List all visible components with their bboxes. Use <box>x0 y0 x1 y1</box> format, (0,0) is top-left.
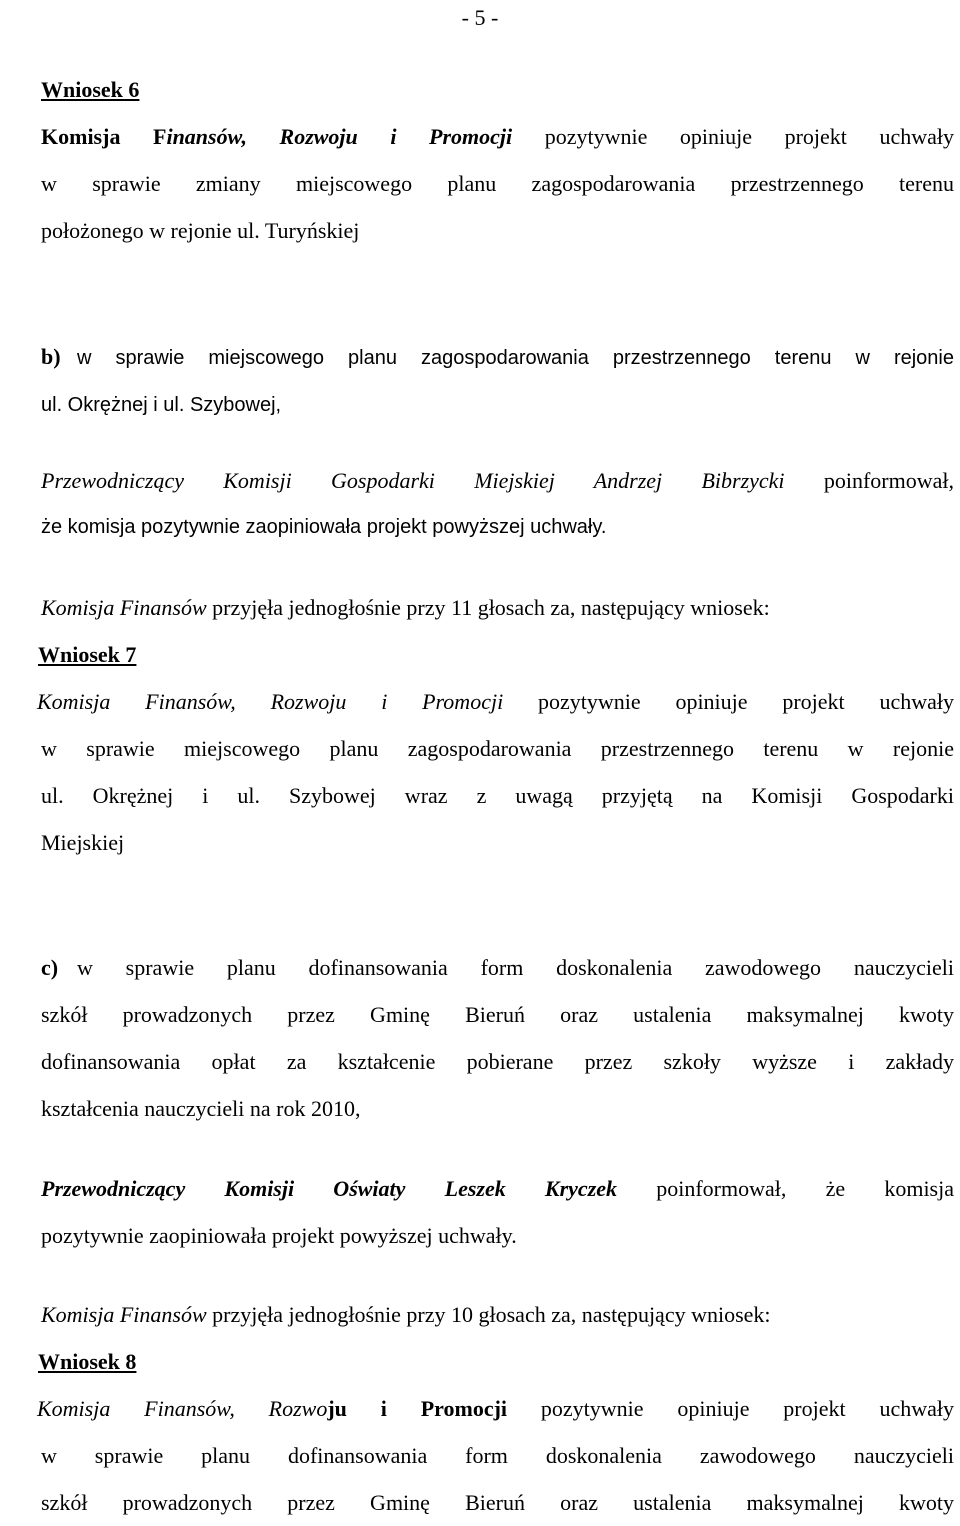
motion-7-line-4: Miejskiej <box>41 830 125 855</box>
motion-7-line-3: ul. Okrężnej i ul. Szybowej wraz z uwagą przyjętą na Komisji Gospodarki <box>41 783 954 808</box>
item-c-line-1 <box>41 944 954 991</box>
item-c-text-1: w sprawie planu dofinansowania form doskonalenia zawodowego nauczycieli <box>77 955 954 980</box>
chair-report-2-line-1 <box>41 1165 954 1212</box>
motion-6-commission-bold-italic: inansów, Rozwoju i Promocji <box>166 124 513 149</box>
chair-report-1-line-1 <box>41 457 954 504</box>
motion-8-block <box>37 1291 954 1526</box>
page-number: - 5 - <box>461 5 499 30</box>
item-c-label: c) <box>41 955 59 980</box>
chair-report-2 <box>41 1165 954 1259</box>
motion-6-block <box>41 66 954 254</box>
vote-10-line <box>41 1291 954 1338</box>
motion-8-line-1 <box>37 1385 954 1432</box>
motion-6-line-2: w sprawie zmiany miejscowego planu zagospodarowania przestrzennego terenu <box>41 171 954 196</box>
motion-8-line-1-rest: pozytywnie opiniuje projekt uchwały <box>507 1396 954 1421</box>
vote-10-commission: Komisja Finansów <box>41 1302 207 1327</box>
item-b-block <box>41 333 954 429</box>
chair-report-2-line-1-rest: poinformował, że komisja <box>617 1176 954 1201</box>
chair-report-1-line-1-rest: poinformował, <box>784 468 954 493</box>
item-b-text-1: w sprawie miejscowego planu zagospodarowania przestrzennego terenu w rejonie <box>77 347 954 369</box>
vote-11-commission: Komisja Finansów <box>41 595 207 620</box>
vote-10-text: przyjęła jednogłośnie przy 10 głosach za, następujący wniosek: <box>206 1302 771 1327</box>
chair-report-2-speaker: Przewodniczący Komisji Oświaty Leszek Kryczek <box>41 1176 618 1201</box>
vote-11-text: przyjęła jednogłośnie przy 11 głosach za, następujący wniosek: <box>206 595 770 620</box>
motion-7-commission: Komisja Finansów, Rozwoju i Promocji <box>37 689 504 714</box>
chair-report-1-line-2: że komisja pozytywnie zaopiniowała projekt powyższej uchwały. <box>41 516 607 538</box>
motion-8-heading: Wniosek 8 <box>38 1349 137 1374</box>
chair-report-2-line-2: pozytywnie zaopiniowała projekt powyższej uchwały. <box>41 1223 517 1248</box>
motion-7-line-1 <box>37 678 954 725</box>
item-c-line-4: kształcenia nauczycieli na rok 2010, <box>41 1096 361 1121</box>
motion-7-line-1-rest: pozytywnie opiniuje projekt uchwały <box>503 689 954 714</box>
motion-6-line-1 <box>41 113 954 160</box>
motion-6-commission-bold: Komisja F <box>41 124 167 149</box>
item-c-line-2: szkół prowadzonych przez Gminę Bieruń oraz ustalenia maksymalnej kwoty <box>41 1002 954 1027</box>
motion-7-heading: Wniosek 7 <box>38 642 137 667</box>
motion-8-commission-bold: ju i Promocji <box>327 1396 508 1421</box>
item-b-line-2: ul. Okrężnej i ul. Szybowej, <box>41 394 282 416</box>
motion-7-block <box>37 584 954 866</box>
motion-6-heading: Wniosek 6 <box>41 77 140 102</box>
item-c-line-3: dofinansowania opłat za kształcenie pobierane przez szkoły wyższe i zakłady <box>41 1049 954 1074</box>
motion-8-commission-italic: Komisja Finansów, Rozwo <box>37 1396 328 1421</box>
vote-11-line <box>41 584 954 631</box>
motion-6-line-1-rest: pozytywnie opiniuje projekt uchwały <box>512 124 954 149</box>
chair-report-1 <box>41 457 954 551</box>
motion-6-line-3: położonego w rejonie ul. Turyńskiej <box>41 218 360 243</box>
motion-7-line-2: w sprawie miejscowego planu zagospodarowania przestrzennego terenu w rejonie <box>41 736 954 761</box>
item-b-label: b) <box>41 344 61 369</box>
chair-report-1-speaker: Przewodniczący Komisji Gospodarki Miejskiej Andrzej Bibrzycki <box>41 468 785 493</box>
item-b-line-1 <box>41 333 954 382</box>
motion-8-line-3: szkół prowadzonych przez Gminę Bieruń oraz ustalenia maksymalnej kwoty <box>41 1490 954 1515</box>
item-c-block <box>41 944 954 1132</box>
motion-8-line-2: w sprawie planu dofinansowania form doskonalenia zawodowego nauczycieli <box>41 1443 954 1468</box>
